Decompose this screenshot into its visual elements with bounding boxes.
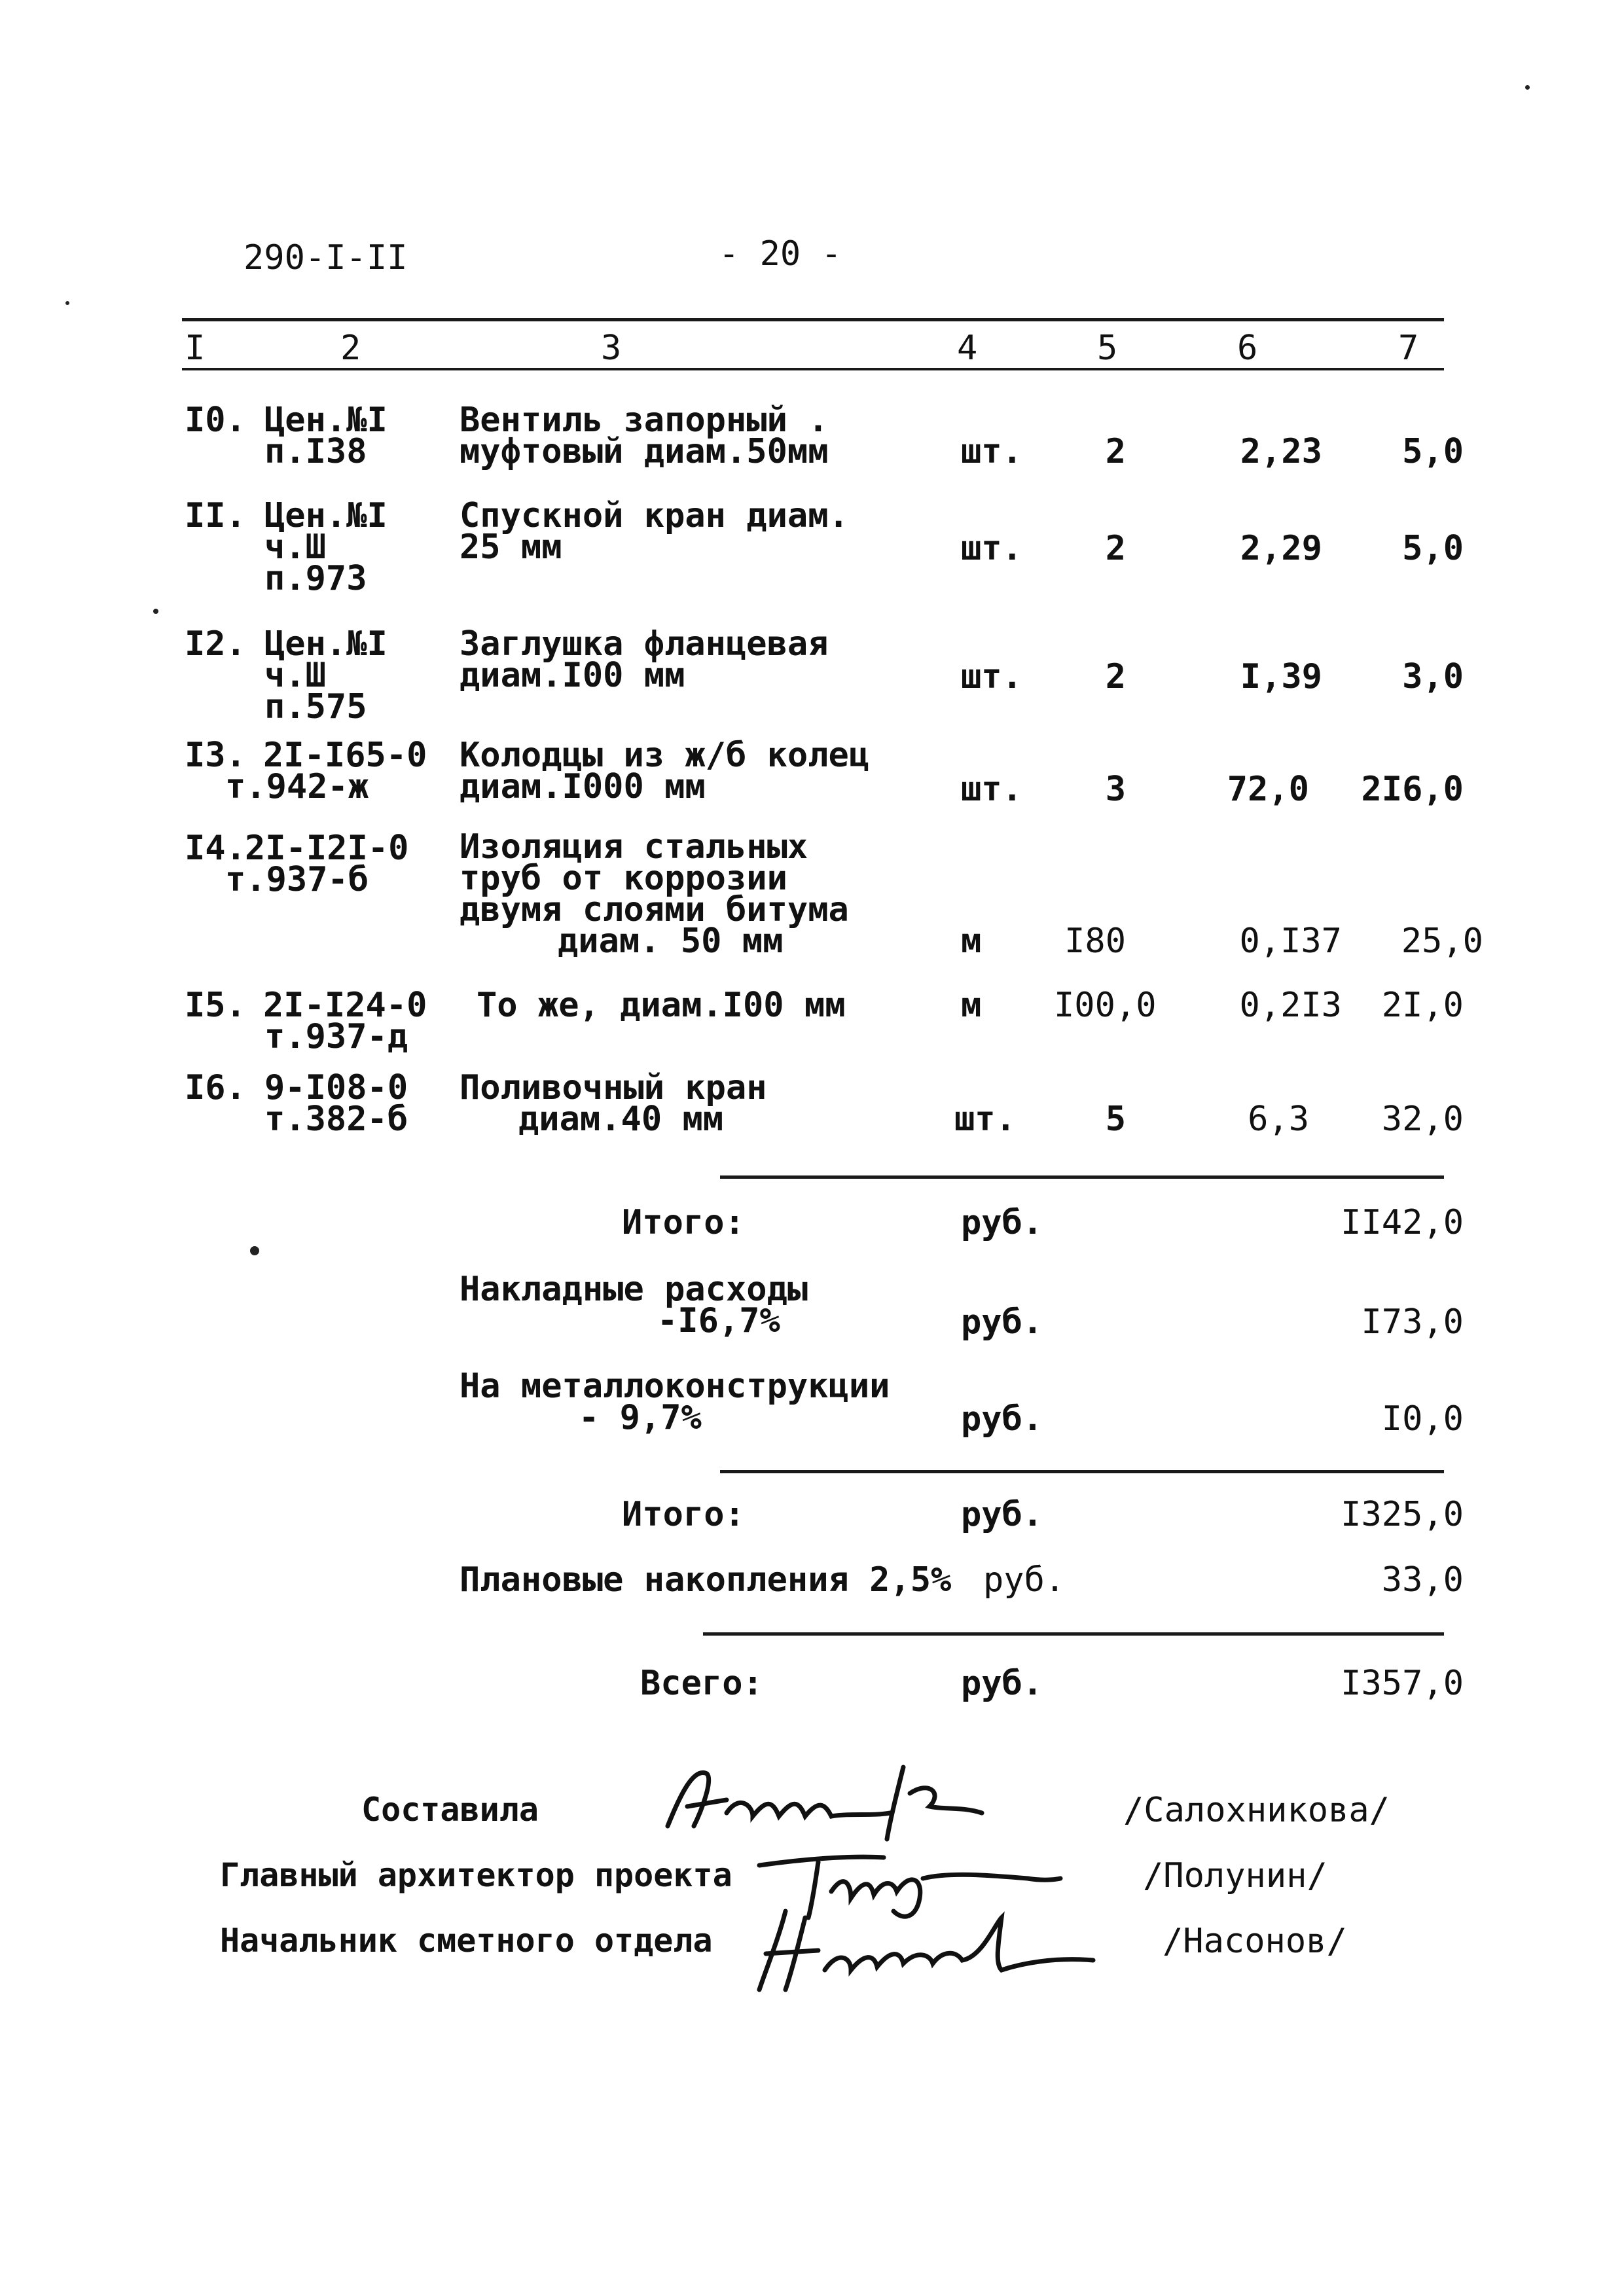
row-total: 5,0 [1402,432,1464,471]
summary-value: I325,0 [1341,1495,1464,1534]
row-unit-price: 0,I37 [1239,922,1342,961]
signature-name: /Насонов/ [1163,1922,1347,1961]
row-reference: п.575 [264,687,367,726]
table-top-rule [182,318,1444,321]
column-number: 6 [1237,329,1258,368]
row-reference: 2I-I2I-0 [245,829,409,868]
summary-unit: руб. [983,1560,1066,1600]
row-number: II. [185,496,246,535]
row-total: 2I,0 [1381,986,1464,1025]
row-description: Спускной кран диам. [460,496,849,535]
column-number: 5 [1097,329,1118,368]
document-code: 290-I-II [244,238,408,278]
row-total: 2I6,0 [1361,770,1464,809]
row-quantity: 5 [1105,1100,1126,1139]
row-number: I6. [185,1068,246,1107]
row-reference: т.942-ж [225,767,369,806]
summary-rule [720,1470,1444,1473]
row-description: Поливочный кран [460,1068,767,1107]
row-reference: т.382-б [264,1100,408,1139]
row-reference: Цен.№I [264,624,388,664]
row-quantity: 2 [1105,657,1126,696]
summary-value: I357,0 [1341,1664,1464,1703]
row-quantity: 3 [1105,770,1126,809]
row-description: диам. 50 мм [558,922,784,961]
summary-value: II42,0 [1341,1203,1464,1242]
row-unit-price: I,39 [1240,657,1322,696]
row-unit-price: 6,3 [1248,1100,1309,1139]
summary-label: - 9,7% [579,1398,702,1437]
column-number: 4 [957,329,978,368]
row-number: I5. [185,986,246,1025]
summary-label: Итого: [622,1203,745,1242]
row-description: Вентиль запорный . [460,401,829,440]
row-unit-price: 2,23 [1240,432,1322,471]
row-reference: т.937-д [264,1017,408,1056]
column-number: I [185,329,206,368]
row-reference: ч.Ш [264,528,326,567]
row-unit: м [961,986,982,1025]
row-quantity: 2 [1105,529,1126,568]
row-reference: п.I38 [264,432,367,471]
column-number: 3 [601,329,622,368]
row-description: диам.40 мм [518,1100,724,1139]
row-description: диам.I000 мм [460,767,706,806]
row-total: 3,0 [1402,657,1464,696]
row-reference: т.937-б [225,860,369,899]
row-unit-price: 2,29 [1240,529,1322,568]
row-reference: 2I-I65-0 [263,736,427,775]
summary-label: Плановые накопления 2,5% [460,1560,952,1600]
signature-role: Составила [361,1791,539,1829]
summary-rule [703,1632,1444,1636]
row-reference: ч.Ш [264,656,326,695]
scan-speck [153,609,158,614]
row-quantity: 2 [1105,432,1126,471]
summary-value: I73,0 [1361,1302,1464,1342]
row-description: диам.I00 мм [460,656,685,695]
row-number: I2. [185,624,246,664]
summary-rule [720,1175,1444,1179]
row-description: муфтовый диам.50мм [460,432,829,471]
signature-role: Начальник сметного отдела [220,1922,713,1960]
row-description: Заглушка фланцевая [460,624,829,664]
scan-speck [250,1246,259,1255]
row-unit: шт. [961,529,1022,568]
row-description: Изоляция стальных [460,827,808,867]
signature-drawing [746,1898,1113,1996]
row-unit: шт. [954,1100,1016,1139]
row-total: 25,0 [1401,922,1483,961]
row-reference: 9-I08-0 [264,1068,408,1107]
summary-label: Всего: [640,1664,763,1703]
row-description: То же, диам.I00 мм [477,986,846,1025]
summary-label: Итого: [622,1495,745,1534]
row-total: 32,0 [1381,1100,1464,1139]
signature-name: /Полунин/ [1143,1856,1327,1895]
row-quantity: I00,0 [1054,986,1157,1025]
summary-unit: руб. [961,1495,1043,1534]
row-description: 25 мм [460,528,562,567]
column-number-underline [182,368,1444,370]
summary-unit: руб. [961,1302,1043,1342]
summary-unit: руб. [961,1203,1043,1242]
signature-name: /Салохникова/ [1123,1791,1390,1830]
row-reference: Цен.№I [264,401,388,440]
row-unit: шт. [961,657,1022,696]
row-number: I3. [185,736,246,775]
column-number: 7 [1398,329,1419,368]
row-unit-price: 0,2I3 [1239,986,1342,1025]
row-total: 5,0 [1402,529,1464,568]
row-reference: Цен.№I [264,496,388,535]
row-description: труб от коррозии [460,859,787,898]
row-unit: шт. [961,770,1022,809]
row-quantity: I80 [1064,922,1126,961]
row-number: I4. [185,829,246,868]
summary-label: Накладные расходы [460,1270,808,1309]
signature-role: Главный архитектор проекта [220,1856,732,1894]
summary-unit: руб. [961,1664,1043,1703]
scan-speck [1525,85,1530,90]
row-unit: м [961,922,982,961]
row-number: I0. [185,401,246,440]
row-unit-price: 72,0 [1227,770,1309,809]
summary-label: На металлоконструкции [460,1367,890,1406]
row-description: Колодцы из ж/б колец [460,736,870,775]
page-number: - 20 - [719,234,842,274]
column-number: 2 [340,329,361,368]
summary-value: 33,0 [1381,1560,1464,1600]
row-description: двумя слоями битума [460,890,849,929]
row-unit: шт. [961,432,1022,471]
summary-unit: руб. [961,1399,1043,1439]
summary-label: -I6,7% [657,1301,780,1340]
row-reference: 2I-I24-0 [263,986,427,1025]
summary-value: I0,0 [1381,1399,1464,1439]
row-reference: п.973 [264,559,367,598]
scan-speck [65,301,69,305]
